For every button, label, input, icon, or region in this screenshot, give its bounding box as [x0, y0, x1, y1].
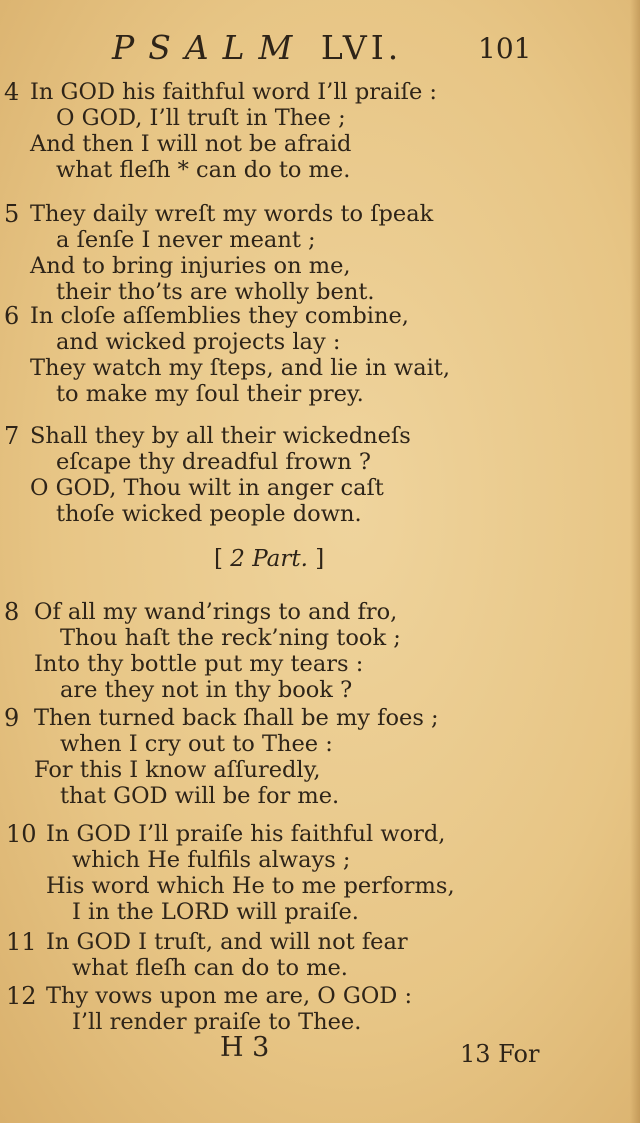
verse-line: They daily wreſt my words to ſpeak — [30, 201, 434, 227]
verse-line: a ſenſe I never meant ; — [56, 227, 316, 253]
verse-line: Of all my wand’rings to and fro, — [34, 599, 398, 625]
verse-line: Thou haſt the reck’ning took ; — [60, 625, 401, 651]
catchword: 13 For — [460, 1040, 540, 1068]
verse-line: His word which He to me performs, — [46, 873, 455, 899]
part-bracket-open: [ — [214, 546, 223, 572]
verse-line: and wicked projects lay : — [56, 329, 341, 355]
verse-number: 12 — [6, 982, 37, 1010]
verse-line: Into thy bottle put my tears : — [34, 651, 364, 677]
verse-line: Shall they by all their wickedneſs — [30, 423, 411, 449]
verse-line: O GOD, I’ll truſt in Thee ; — [56, 105, 346, 131]
page-edge-shadow — [630, 0, 640, 1123]
verse-line: They watch my ſteps, and lie in wait, — [30, 355, 450, 381]
verse-number: 5 — [4, 200, 20, 228]
verse-line: O GOD, Thou wilt in anger caſt — [30, 475, 384, 501]
verse-line: In cloſe aſſemblies they combine, — [30, 303, 409, 329]
verse-line: thoſe wicked people down. — [56, 501, 362, 527]
part-bracket-close: ] — [315, 546, 325, 572]
verse-line: are they not in thy book ? — [60, 677, 353, 703]
running-title — [112, 28, 402, 67]
verse-number: 8 — [4, 598, 20, 626]
verse-number: 7 — [4, 422, 20, 450]
verse-line: In GOD I’ll praiſe his faithful word, — [46, 821, 446, 847]
verse-number: 10 — [6, 820, 37, 848]
verse-line: For this I know aſſuredly, — [34, 757, 321, 783]
verse-line: I in the LORD will praiſe. — [72, 899, 359, 925]
verse-line: I’ll render praiſe to Thee. — [72, 1009, 362, 1035]
signature-mark: H 3 — [220, 1032, 270, 1063]
page-header — [0, 28, 640, 68]
verse-line: Then turned back ſhall be my foes ; — [34, 705, 439, 731]
verse-line: In GOD I truſt, and will not fear — [46, 929, 408, 955]
verse-line: what fleſh can do to me. — [72, 955, 348, 981]
verse-line: which He fulfils always ; — [72, 847, 351, 873]
verse-line: And to bring injuries on me, — [30, 253, 351, 279]
verse-line: In GOD his faithful word I’ll praiſe : — [30, 79, 438, 105]
verse-line: to make my ſoul their prey. — [56, 381, 364, 407]
verse-number: 4 — [4, 78, 20, 106]
verse-line: that GOD will be for me. — [60, 783, 340, 809]
verse-number: 9 — [4, 704, 20, 732]
part-label: 2 Part. — [230, 546, 308, 572]
running-title-number: LVI. — [320, 28, 403, 67]
running-title-psalm: PSALM — [112, 28, 307, 67]
page-number: 101 — [478, 32, 532, 65]
verse-line: eſcape thy dreadful frown ? — [56, 449, 371, 475]
verse-line: Thy vows upon me are, O GOD : — [46, 983, 413, 1009]
verse-line: And then I will not be afraid — [30, 131, 352, 157]
part-heading — [214, 546, 324, 572]
verse-line: what fleſh * can do to me. — [56, 157, 351, 183]
verse-line: their tho’ts are wholly bent. — [56, 279, 375, 305]
verse-line: when I cry out to Thee : — [60, 731, 333, 757]
verse-number: 11 — [6, 928, 37, 956]
verse-number: 6 — [4, 302, 20, 330]
